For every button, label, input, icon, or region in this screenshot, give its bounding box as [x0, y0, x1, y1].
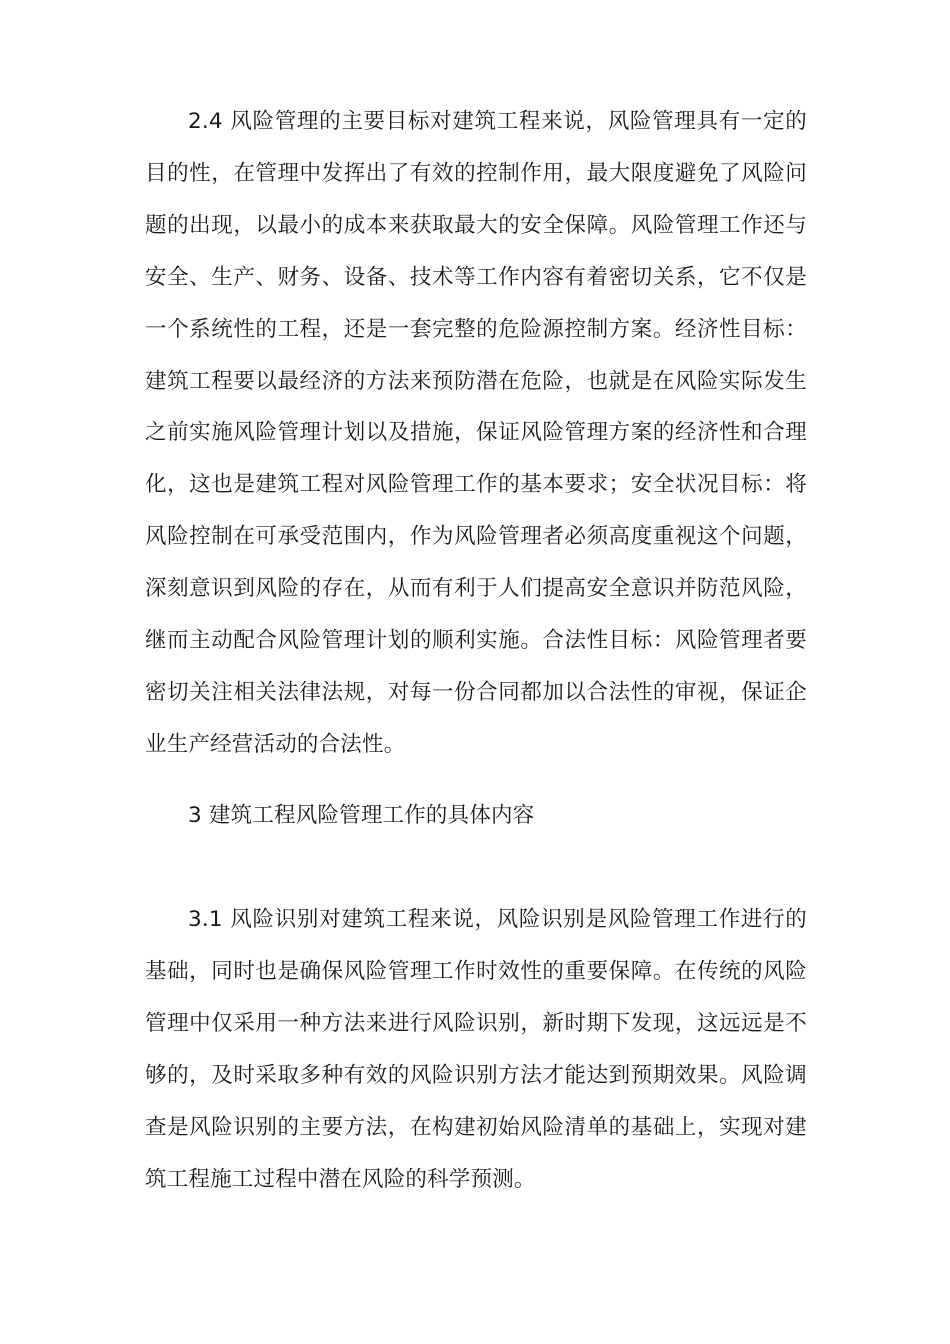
section-heading-3: 3 建筑工程风险管理工作的具体内容 [188, 803, 535, 828]
paragraph-section-3-1: 3.1 风险识别对建筑工程来说，风险识别是风险管理工作进行的基础，同时也是确保风险管理工作时效性的重要保障。在传统的风险管理中仅采用一种方法来进行风险识别，新时期下发现，这远远是不够的，及时采取多种有效的风险识别方法才能达到预期效果。风险调查是风险识别的主要方法，在构建初始风险清单的基础上，实现对建筑工程施工过程中潜在风险的科学预测。 [145, 907, 807, 1192]
paragraph-section-2-4: 2.4 风险管理的主要目标对建筑工程来说，风险管理具有一定的目的性，在管理中发挥出了有效的控制作用，最大限度避免了风险问题的出现，以最小的成本来获取最大的安全保障。风险管理工作还与安全、生产、财务、设备、技术等工作内容有着密切关系，它不仅是一个系统性的工程，还是一套完整的危险源控制方案。经济性目标：建筑工程要以最经济的方法来预防潜在危险，也就是在风险实际发生之前实施风险管理计划以及措施，保证风险管理方案的经济性和合理化，这也是建筑工程对风险管理工作的基本要求；安全状况目标：将风险控制在可承受范围内，作为风险管理者必须高度重视这个问题，深刻意识到风险的存在，从而有利于人们提高安全意识并防范风险，继而主动配合风险管理计划的顺利实施。合法性目标：风险管理者要密切关注相关法律法规，对每一份合同都加以合法性的审视，保证企业生产经营活动的合法性。 [145, 109, 807, 757]
